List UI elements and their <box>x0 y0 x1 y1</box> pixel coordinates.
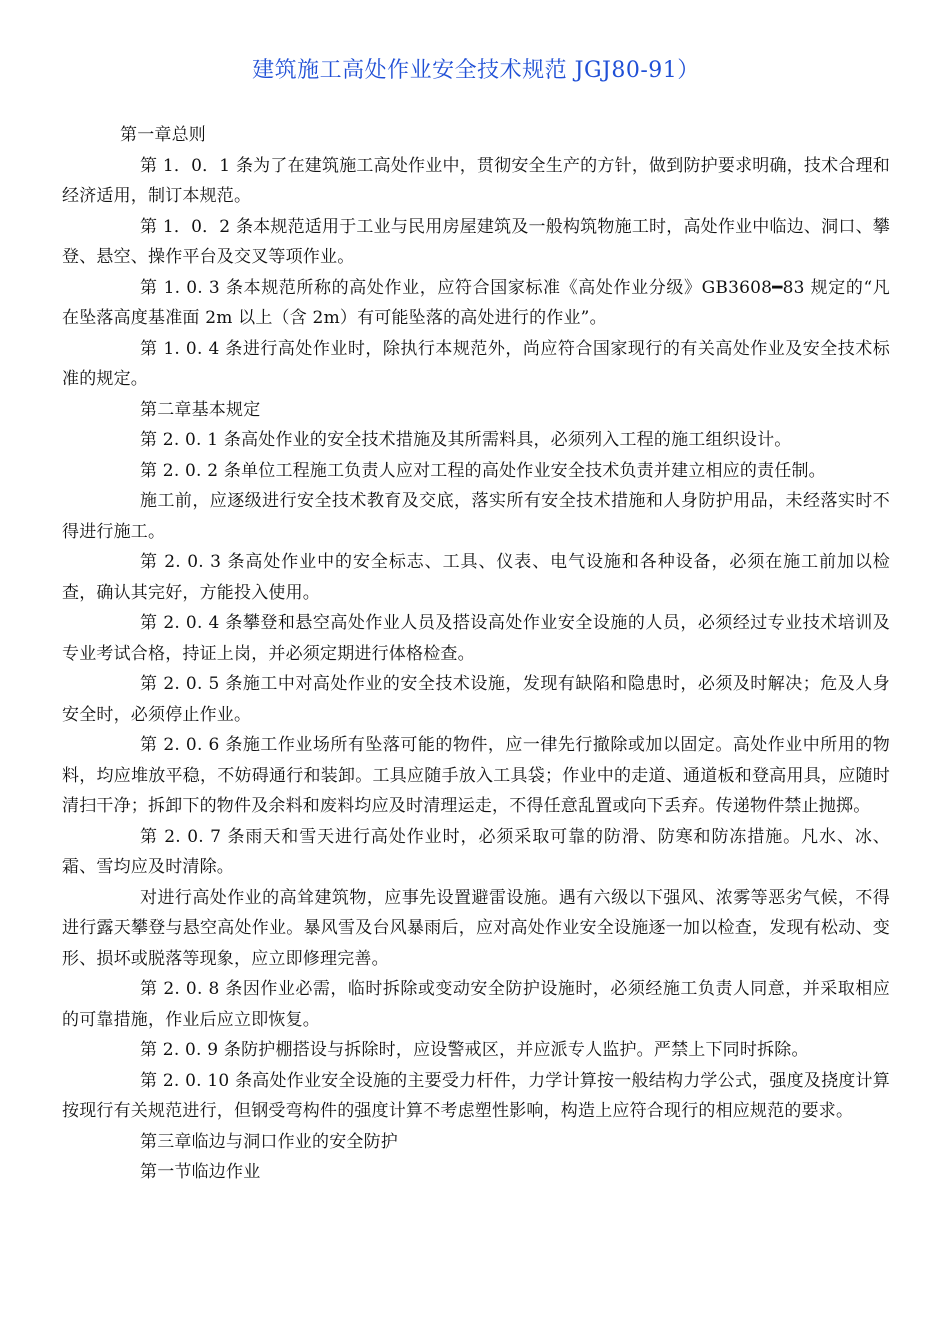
clause-paragraph: 第 2. 0. 3 条高处作业中的安全标志、工具、仪表、电气设施和各种设备，必须在施工前加以检查，确认其完好，方能投入使用。 <box>62 552 890 603</box>
clause-paragraph: 第 1．0．2 条本规范适用于工业与民用房屋建筑及一般构筑物施工时，高处作业中临边、洞口、攀登、悬空、操作平台及交叉等项作业。 <box>62 216 890 267</box>
chapter-heading: 第三章临边与洞口作业的安全防护 <box>140 1131 398 1152</box>
clause-paragraph: 第 2. 0. 2 条单位工程施工负责人应对工程的高处作业安全技术负责并建立相应的责任制。 <box>140 460 826 481</box>
clause-paragraph: 第 2. 0. 9 条防护棚搭设与拆除时，应设警戒区，并应派专人监护。严禁上下同时拆除。 <box>140 1040 809 1060</box>
chapter-heading: 第一章总则 <box>120 125 206 145</box>
clause-paragraph: 施工前，应逐级进行安全技术教育及交底，落实所有安全技术措施和人身防护用品，未经落实时不得进行施工。 <box>62 491 890 542</box>
clause-paragraph: 第 1. 0. 4 条进行高处作业时，除执行本规范外，尚应符合国家现行的有关高处作业及安全技术标准的规定。 <box>62 338 890 389</box>
clause-paragraph: 第 2. 0. 10 条高处作业安全设施的主要受力杆件，力学计算按一般结构力学公式，强度及挠度计算按现行有关规范进行，但钢受弯构件的强度计算不考虑塑性影响，构造上应符合现行的相应规范的要求。 <box>62 1070 890 1121</box>
clause-paragraph: 第 2. 0. 7 条雨天和雪天进行高处作业时，必须采取可靠的防滑、防寒和防冻措施。凡水、冰、霜、雪均应及时清除。 <box>62 826 890 877</box>
section-heading: 第一节临边作业 <box>140 1162 261 1182</box>
clause-paragraph: 第 2. 0. 4 条攀登和悬空高处作业人员及搭设高处作业安全设施的人员，必须经过专业技术培训及专业考试合格，持证上岗，并必须定期进行体格检查。 <box>62 613 890 664</box>
chapter-heading: 第二章基本规定 <box>140 399 261 420</box>
clause-paragraph: 第 2. 0. 8 条因作业必需，临时拆除或变动安全防护设施时，必须经施工负责人同意，并采取相应的可靠措施，作业后应立即恢复。 <box>62 979 890 1030</box>
clause-paragraph: 第 2. 0. 6 条施工作业场所有坠落可能的物件，应一律先行撤除或加以固定。高处作业中所用的物料，均应堆放平稳，不妨碍通行和装卸。工具应随手放入工具袋；作业中的走道、通道板和登高用具，应随时清扫干净；拆卸下的物件及余料和废料均应及时清理运走，不得任意乱置或向下丢弃。传递物件禁止抛掷。 <box>62 735 890 816</box>
clause-paragraph: 第 1. 0. 3 条本规范所称的高处作业，应符合国家标准《高处作业分级》GB3608━83 规定的“凡在坠落高度基准面 2m 以上（含 2m）有可能坠落的高处进行的作业”。 <box>62 277 890 328</box>
clause-paragraph: 对进行高处作业的高耸建筑物，应事先设置避雷设施。遇有六级以下强风、浓雾等恶劣气候，不得进行露天攀登与悬空高处作业。暴风雪及台风暴雨后，应对高处作业安全设施逐一加以检查，发现有松动、变形、损坏或脱落等现象，应立即修理完善。 <box>62 887 890 969</box>
document-title: 建筑施工高处作业安全技术规范 JGJ80-91） <box>252 58 700 83</box>
clause-paragraph: 第 2. 0. 5 条施工中对高处作业的安全技术设施，发现有缺陷和隐患时，必须及时解决；危及人身安全时，必须停止作业。 <box>62 674 890 725</box>
clause-paragraph: 第 1．0．1 条为了在建筑施工高处作业中，贯彻安全生产的方针，做到防护要求明确，技术合理和经济适用，制订本规范。 <box>62 155 890 206</box>
clause-paragraph: 第 2. 0. 1 条高处作业的安全技术措施及其所需料具，必须列入工程的施工组织设计。 <box>140 430 792 450</box>
